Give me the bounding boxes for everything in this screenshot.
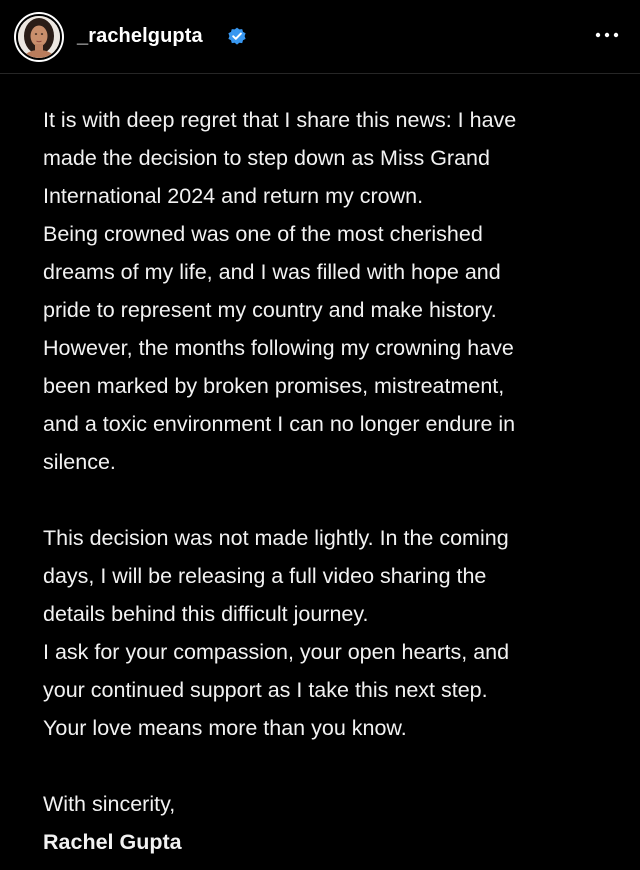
signature: Rachel Gupta bbox=[43, 830, 182, 854]
caption-line: details behind this difficult journey. bbox=[43, 602, 369, 626]
paragraph-gap bbox=[43, 747, 613, 785]
caption-line: your continued support as I take this next step. bbox=[43, 678, 488, 702]
caption-line: However, the months following my crowning have bbox=[43, 336, 514, 360]
verified-badge-icon bbox=[227, 26, 247, 46]
caption-line: It is with deep regret that I share this news: I have bbox=[43, 108, 517, 132]
post-caption bbox=[43, 101, 613, 861]
post-header bbox=[0, 0, 640, 74]
username[interactable]: _rachelgupta bbox=[77, 25, 203, 47]
caption-line: been marked by broken promises, mistreatment, bbox=[43, 374, 505, 398]
caption-line: I ask for your compassion, your open hearts, and bbox=[43, 640, 510, 664]
caption-line: and a toxic environment I can no longer endure in bbox=[43, 412, 516, 436]
caption-paragraph-2 bbox=[43, 519, 613, 747]
avatar-portrait-icon bbox=[18, 16, 60, 58]
caption-line: pride to represent my country and make history. bbox=[43, 298, 497, 322]
caption-line: made the decision to step down as Miss Grand bbox=[43, 146, 490, 170]
caption-line: Being crowned was one of the most cherished bbox=[43, 222, 483, 246]
caption-line: International 2024 and return my crown. bbox=[43, 184, 424, 208]
avatar bbox=[16, 14, 62, 60]
caption-paragraph-1 bbox=[43, 101, 613, 481]
caption-line: days, I will be releasing a full video sharing the bbox=[43, 564, 487, 588]
caption-line: silence. bbox=[43, 450, 116, 474]
caption-line: dreams of my life, and I was filled with hope and bbox=[43, 260, 501, 284]
caption-line: Your love means more than you know. bbox=[43, 716, 407, 740]
paragraph-gap bbox=[43, 481, 613, 519]
profile-avatar[interactable] bbox=[14, 12, 64, 62]
caption-line: This decision was not made lightly. In the coming bbox=[43, 526, 509, 550]
more-options-icon[interactable] bbox=[594, 25, 620, 45]
closing-line: With sincerity, bbox=[43, 792, 176, 816]
